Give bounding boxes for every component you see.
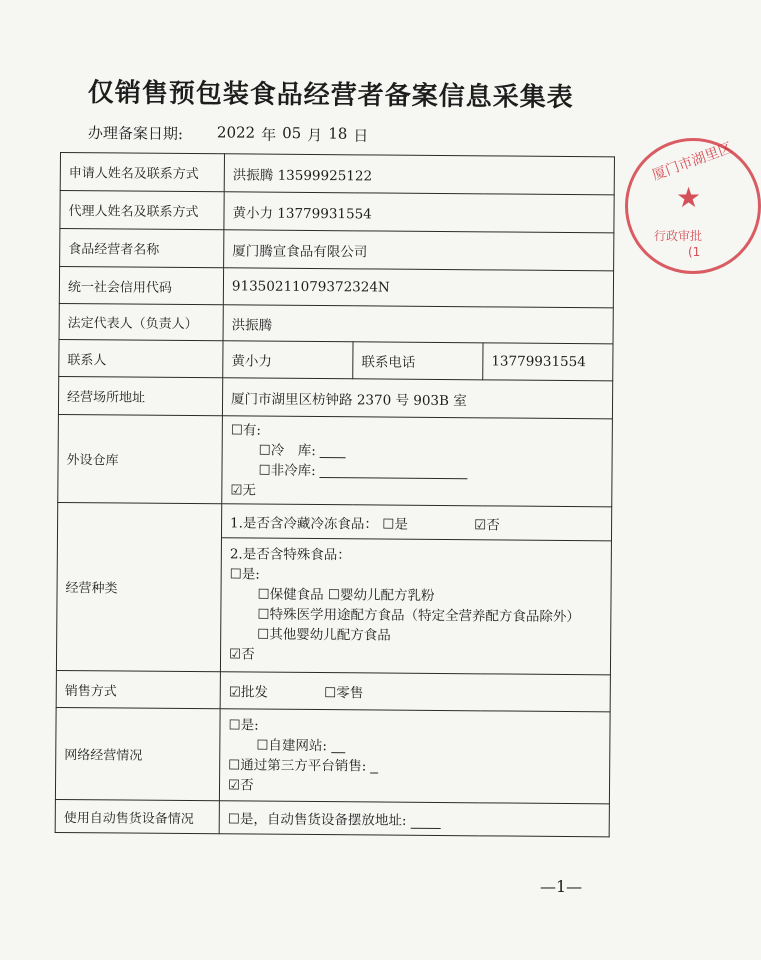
warehouse-yes-option[interactable]: ☐有: bbox=[230, 421, 262, 439]
row-vending bbox=[55, 799, 609, 836]
contact-value: 黄小力 bbox=[223, 341, 353, 379]
operator-label: 食品经营者名称 bbox=[60, 229, 224, 268]
category-options bbox=[220, 504, 611, 675]
filing-date-label: 办理备案日期: bbox=[87, 123, 184, 143]
sales-label: 销售方式 bbox=[56, 670, 220, 708]
credit-code-value: 91350211079372324N bbox=[223, 268, 613, 308]
warehouse-label: 外设仓库 bbox=[58, 414, 223, 503]
phone-label: 联系电话 bbox=[353, 342, 483, 380]
legal-rep-value: 洪振腾 bbox=[223, 305, 613, 344]
agent-value: 黄小力 13779931554 bbox=[224, 192, 614, 233]
address-label: 经营场所地址 bbox=[58, 376, 222, 415]
cold-food-yes[interactable]: ☐是 bbox=[382, 516, 408, 533]
medical-food-option[interactable]: ☐特殊医学用途配方食品（特定全营养配方食品除外） bbox=[257, 606, 581, 626]
row-legal-rep bbox=[59, 303, 613, 343]
special-food-yes[interactable]: ☐是: bbox=[229, 566, 260, 583]
warehouse-no-option[interactable]: ☑无 bbox=[230, 481, 257, 499]
warehouse-noncold-option[interactable]: ☐非冷库: bbox=[230, 460, 603, 483]
legal-rep-label: 法定代表人（负责人） bbox=[59, 303, 223, 340]
infant-formula-option[interactable]: ☐婴幼儿配方乳粉 bbox=[327, 587, 435, 604]
row-address bbox=[58, 376, 612, 418]
contact-label: 联系人 bbox=[59, 339, 223, 377]
own-site-blank bbox=[331, 739, 345, 753]
filing-day: 18 bbox=[328, 124, 348, 143]
star-icon: ★ bbox=[676, 181, 702, 214]
address-value: 厦门市湖里区枋钟路 2370 号 903B 室 bbox=[222, 378, 612, 419]
vending-option[interactable]: ☐是，自动售货设备摆放地址: bbox=[219, 801, 609, 837]
other-infant-option[interactable]: ☐其他婴幼儿配方食品 bbox=[257, 626, 391, 644]
special-food-question: 2.是否含特殊食品： ☐是: ☐保健食品 ☐婴幼儿配方乳粉 ☐特殊医学用途配方食品（特定全营养配方食品除外） ☐其他婴幼儿配方食品 ☑否 bbox=[221, 538, 611, 673]
vending-blank bbox=[411, 814, 441, 828]
filing-month: 05 bbox=[282, 124, 302, 143]
category-label: 经营种类 bbox=[56, 502, 221, 671]
filing-year: 2022 bbox=[216, 123, 256, 142]
warehouse-options bbox=[222, 416, 613, 507]
special-food-no[interactable]: ☑否 bbox=[228, 646, 255, 663]
page-number: —1— bbox=[540, 877, 583, 896]
row-online bbox=[55, 707, 610, 803]
phone-value: 13779931554 bbox=[483, 343, 613, 381]
noncold-blank bbox=[320, 464, 468, 479]
online-no[interactable]: ☑否 bbox=[227, 776, 254, 794]
applicant-value: 洪振腾 13599925122 bbox=[224, 154, 614, 195]
row-warehouse bbox=[58, 414, 613, 506]
cold-food-question: 1.是否含冷藏冷冻食品： ☐是 ☑否 bbox=[222, 505, 611, 541]
retail-option[interactable]: ☐零售 bbox=[324, 685, 364, 702]
applicant-label: 申请人姓名及联系方式 bbox=[60, 153, 224, 192]
row-credit-code bbox=[59, 267, 613, 308]
vending-label: 使用自动售货设备情况 bbox=[55, 799, 219, 833]
info-form bbox=[55, 152, 615, 837]
row-operator bbox=[60, 229, 614, 271]
row-contact bbox=[59, 339, 613, 380]
cold-blank bbox=[320, 444, 346, 458]
wholesale-option[interactable]: ☑批发 bbox=[228, 684, 268, 701]
cold-food-no[interactable]: ☑否 bbox=[474, 517, 500, 534]
own-site-option[interactable]: ☐自建网站: bbox=[228, 735, 601, 758]
form-title: 仅销售预包装食品经营者备案信息采集表 bbox=[87, 77, 574, 114]
third-party-blank bbox=[371, 759, 379, 773]
row-sales bbox=[56, 670, 610, 711]
row-category bbox=[56, 502, 611, 674]
online-yes[interactable]: ☐是: bbox=[228, 716, 259, 734]
operator-value: 厦门腾宣食品有限公司 bbox=[224, 230, 614, 271]
official-seal: 厦门市湖里区 ★ 行政审批 (1 bbox=[625, 138, 761, 274]
row-applicant bbox=[60, 153, 614, 195]
credit-code-label: 统一社会信用代码 bbox=[59, 267, 223, 305]
row-agent bbox=[60, 191, 614, 233]
warehouse-cold-option[interactable]: ☐冷 库: bbox=[231, 440, 604, 463]
filing-date: 办理备案日期: 2022 年 05 月 18 日 bbox=[87, 123, 369, 145]
online-label: 网络经营情况 bbox=[55, 707, 220, 800]
agent-label: 代理人姓名及联系方式 bbox=[60, 191, 224, 230]
health-food-option[interactable]: ☐保健食品 bbox=[257, 586, 324, 604]
third-party-option[interactable]: ☐通过第三方平台销售: bbox=[228, 755, 601, 778]
